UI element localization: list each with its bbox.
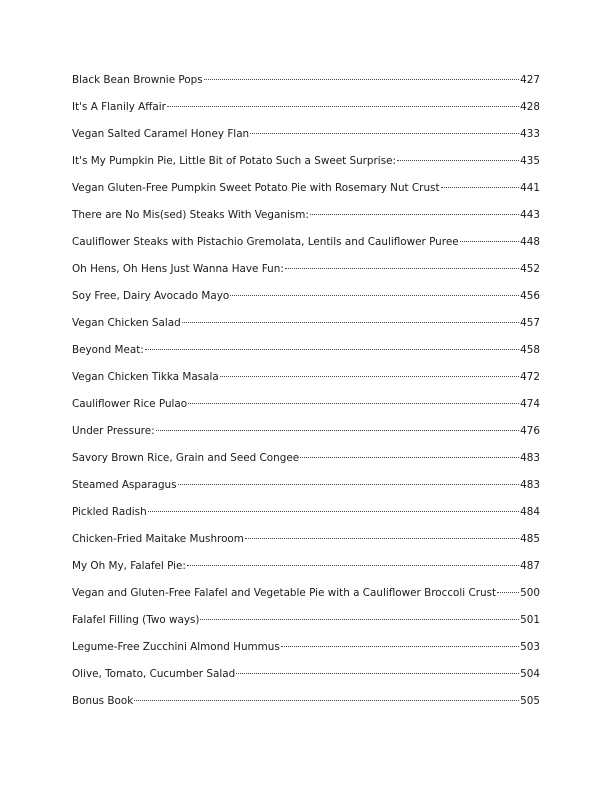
toc-entry[interactable] [72, 611, 540, 638]
table-of-contents [72, 71, 540, 719]
toc-entry[interactable] [72, 179, 540, 206]
toc-entry[interactable] [72, 368, 540, 395]
toc-entry-title: Vegan Chicken Salad [72, 317, 181, 329]
toc-dot-leader [441, 187, 520, 188]
toc-entry-title: Under Pressure: [72, 425, 155, 437]
toc-dot-leader [230, 295, 519, 296]
toc-entry-page: 457 [520, 317, 540, 329]
toc-entry-title: Vegan and Gluten-Free Falafel and Vegetable Pie with a Cauliflower Broccoli Crust [72, 587, 497, 599]
toc-entry-page: 435 [520, 155, 540, 167]
toc-dot-leader [182, 322, 519, 323]
toc-entry-page: 443 [520, 209, 540, 221]
toc-entry-title: It's My Pumpkin Pie, Little Bit of Potato Such a Sweet Surprise: [72, 155, 396, 167]
toc-dot-leader [200, 619, 519, 620]
toc-entry[interactable] [72, 341, 540, 368]
toc-entry-page: 485 [520, 533, 540, 545]
toc-dot-leader [187, 565, 519, 566]
toc-entry-page: 456 [520, 290, 540, 302]
toc-entry[interactable] [72, 125, 540, 152]
toc-entry[interactable] [72, 530, 540, 557]
toc-entry-page: 505 [520, 695, 540, 707]
toc-entry[interactable] [72, 260, 540, 287]
toc-dot-leader [497, 592, 519, 593]
toc-entry[interactable] [72, 476, 540, 503]
toc-entry-page: 483 [520, 479, 540, 491]
toc-entry-title: Cauliflower Steaks with Pistachio Gremolata, Lentils and Cauliflower Puree [72, 236, 459, 248]
toc-entry-title: Legume-Free Zucchini Almond Hummus [72, 641, 280, 653]
toc-entry-page: 500 [520, 587, 540, 599]
toc-entry[interactable] [72, 503, 540, 530]
toc-entry-title: Bonus Book [72, 695, 134, 707]
toc-dot-leader [204, 79, 520, 80]
toc-dot-leader [188, 403, 519, 404]
toc-entry[interactable] [72, 557, 540, 584]
toc-entry-title: Olive, Tomato, Cucumber Salad [72, 668, 236, 680]
toc-dot-leader [236, 673, 519, 674]
toc-entry-page: 428 [520, 101, 540, 113]
toc-entry-title: Black Bean Brownie Pops [72, 74, 203, 86]
toc-dot-leader [285, 268, 519, 269]
toc-entry-title: There are No Mis(sed) Steaks With Veganism: [72, 209, 309, 221]
toc-entry-page: 433 [520, 128, 540, 140]
toc-entry-page: 458 [520, 344, 540, 356]
toc-entry-page: 472 [520, 371, 540, 383]
toc-entry-title: Soy Free, Dairy Avocado Mayo [72, 290, 230, 302]
toc-dot-leader [245, 538, 519, 539]
toc-entry-page: 483 [520, 452, 540, 464]
toc-entry[interactable] [72, 584, 540, 611]
toc-entry[interactable] [72, 287, 540, 314]
toc-entry[interactable] [72, 692, 540, 719]
toc-entry-title: Oh Hens, Oh Hens Just Wanna Have Fun: [72, 263, 284, 275]
toc-entry-page: 487 [520, 560, 540, 572]
toc-dot-leader [460, 241, 520, 242]
toc-dot-leader [250, 133, 519, 134]
toc-entry-page: 503 [520, 641, 540, 653]
toc-entry-page: 484 [520, 506, 540, 518]
toc-entry-page: 504 [520, 668, 540, 680]
toc-entry[interactable] [72, 206, 540, 233]
toc-dot-leader [220, 376, 519, 377]
toc-dot-leader [145, 349, 519, 350]
toc-entry[interactable] [72, 71, 540, 98]
toc-dot-leader [178, 484, 520, 485]
toc-entry-title: Cauliflower Rice Pulao [72, 398, 188, 410]
toc-entry[interactable] [72, 152, 540, 179]
toc-entry[interactable] [72, 638, 540, 665]
toc-entry-page: 476 [520, 425, 540, 437]
toc-dot-leader [310, 214, 519, 215]
toc-entry-page: 448 [520, 236, 540, 248]
toc-entry-title: Pickled Radish [72, 506, 147, 518]
toc-entry-title: Beyond Meat: [72, 344, 144, 356]
toc-entry-title: It's A Flanily Affair [72, 101, 166, 113]
toc-entry-page: 452 [520, 263, 540, 275]
toc-entry[interactable] [72, 422, 540, 449]
toc-dot-leader [167, 106, 519, 107]
toc-entry-title: Vegan Gluten-Free Pumpkin Sweet Potato Pie with Rosemary Nut Crust [72, 182, 440, 194]
toc-entry-title: Chicken-Fried Maitake Mushroom [72, 533, 244, 545]
toc-entry[interactable] [72, 395, 540, 422]
toc-entry[interactable] [72, 665, 540, 692]
toc-entry-page: 474 [520, 398, 540, 410]
toc-dot-leader [156, 430, 520, 431]
toc-dot-leader [397, 160, 519, 161]
toc-dot-leader [134, 700, 519, 701]
toc-entry-title: Falafel Filling (Two ways) [72, 614, 200, 626]
toc-entry-page: 441 [520, 182, 540, 194]
toc-entry-title: My Oh My, Falafel Pie: [72, 560, 186, 572]
toc-dot-leader [148, 511, 519, 512]
toc-entry-title: Savory Brown Rice, Grain and Seed Congee [72, 452, 300, 464]
toc-entry[interactable] [72, 314, 540, 341]
toc-entry-title: Vegan Salted Caramel Honey Flan [72, 128, 250, 140]
toc-entry[interactable] [72, 98, 540, 125]
toc-dot-leader [281, 646, 519, 647]
toc-entry[interactable] [72, 449, 540, 476]
toc-entry[interactable] [72, 233, 540, 260]
toc-entry-title: Steamed Asparagus [72, 479, 177, 491]
toc-entry-page: 427 [520, 74, 540, 86]
toc-entry-title: Vegan Chicken Tikka Masala [72, 371, 219, 383]
toc-dot-leader [300, 457, 519, 458]
toc-entry-page: 501 [520, 614, 540, 626]
